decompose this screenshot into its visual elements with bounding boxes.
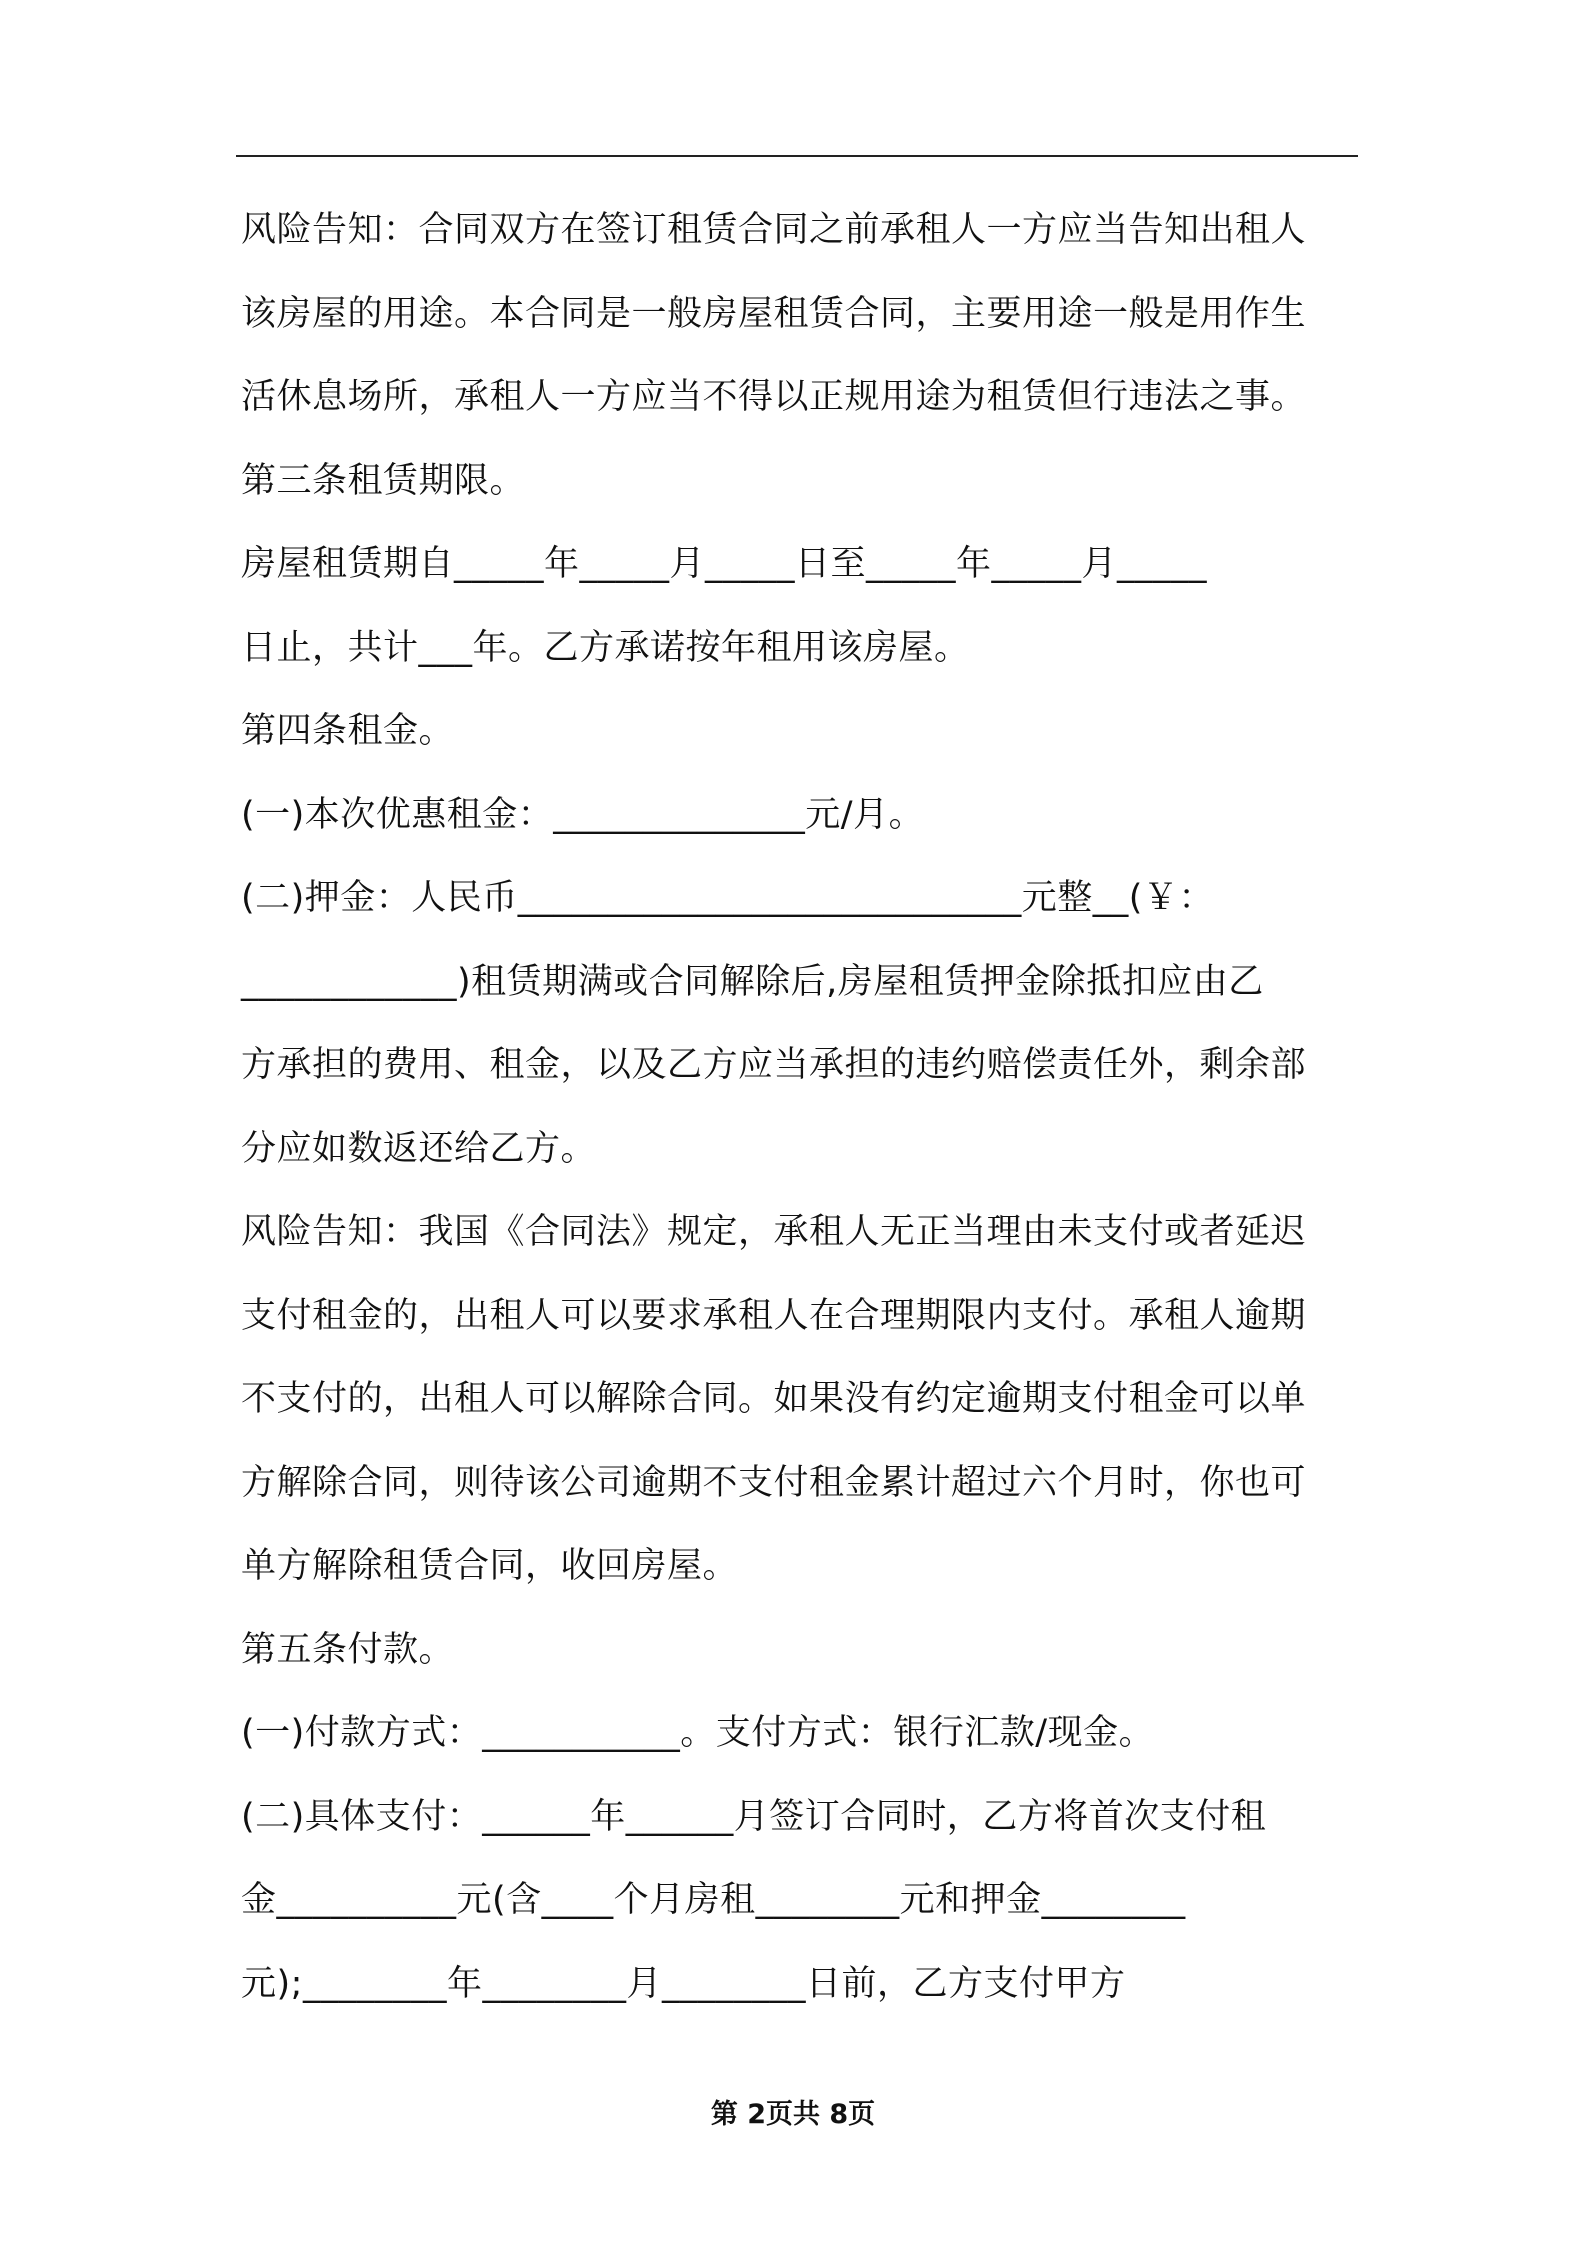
text-line: 支付租金的，出租人可以要求承租人在合理期限内支付。承租人逾期: [241, 1295, 1307, 1336]
document-body: [241, 200, 1361, 2037]
text-line: (二)押金：人民币____________________________元整__(￥：: [241, 878, 1214, 918]
text-line: 房屋租赁期自_____年_____月_____日至_____年_____月_____: [241, 544, 1208, 584]
text-line: 分应如数返还给乙方。: [241, 1128, 597, 1169]
text-line: 方解除合同，则待该公司逾期不支付租金累计超过六个月时，你也可: [241, 1462, 1307, 1503]
text-line: 风险告知：我国《合同法》规定，承租人无正当理由未支付或者延迟: [241, 1212, 1307, 1252]
section-heading: 第四条租金。: [241, 711, 455, 751]
text-line: (一)本次优惠租金：______________元/月。: [241, 794, 925, 835]
section-heading: 第三条租赁期限。: [241, 460, 526, 501]
text-line: (一)付款方式：___________。支付方式：银行汇款/现金。: [241, 1713, 1155, 1753]
text-line: (二)具体支付：______年______月签订合同时，乙方将首次支付租: [241, 1796, 1267, 1837]
text-line: 方承担的费用、租金，以及乙方应当承担的违约赔偿责任外，剩余部: [241, 1045, 1307, 1085]
text-line: 该房屋的用途。本合同是一般房屋租赁合同，主要用途一般是用作生: [241, 293, 1307, 334]
text-line: 不支付的，出租人可以解除合同。如果没有约定逾期支付租金可以单: [241, 1379, 1307, 1419]
text-line: 金__________元(含____个月房租________元和押金________: [241, 1880, 1186, 1920]
text-line: 风险告知：合同双方在签订租赁合同之前承租人一方应当告知出租人: [241, 210, 1307, 250]
text-line: ____________)租赁期满或合同解除后,房屋租赁押金除抵扣应由乙: [241, 961, 1264, 1002]
section-heading: 第五条付款。: [241, 1629, 455, 1670]
text-line: 元);________年________月________日前，乙方支付甲方: [241, 1963, 1126, 2004]
page-number: 第 2页共 8页: [710, 2099, 876, 2130]
text-line: 活休息场所，承租人一方应当不得以正规用途为租赁但行违法之事。: [241, 377, 1307, 417]
text-line: 日止，共计___年。乙方承诺按年租用该房屋。: [241, 627, 970, 668]
text-line: 单方解除租赁合同，收回房屋。: [241, 1546, 739, 1586]
header-divider: [236, 155, 1358, 157]
